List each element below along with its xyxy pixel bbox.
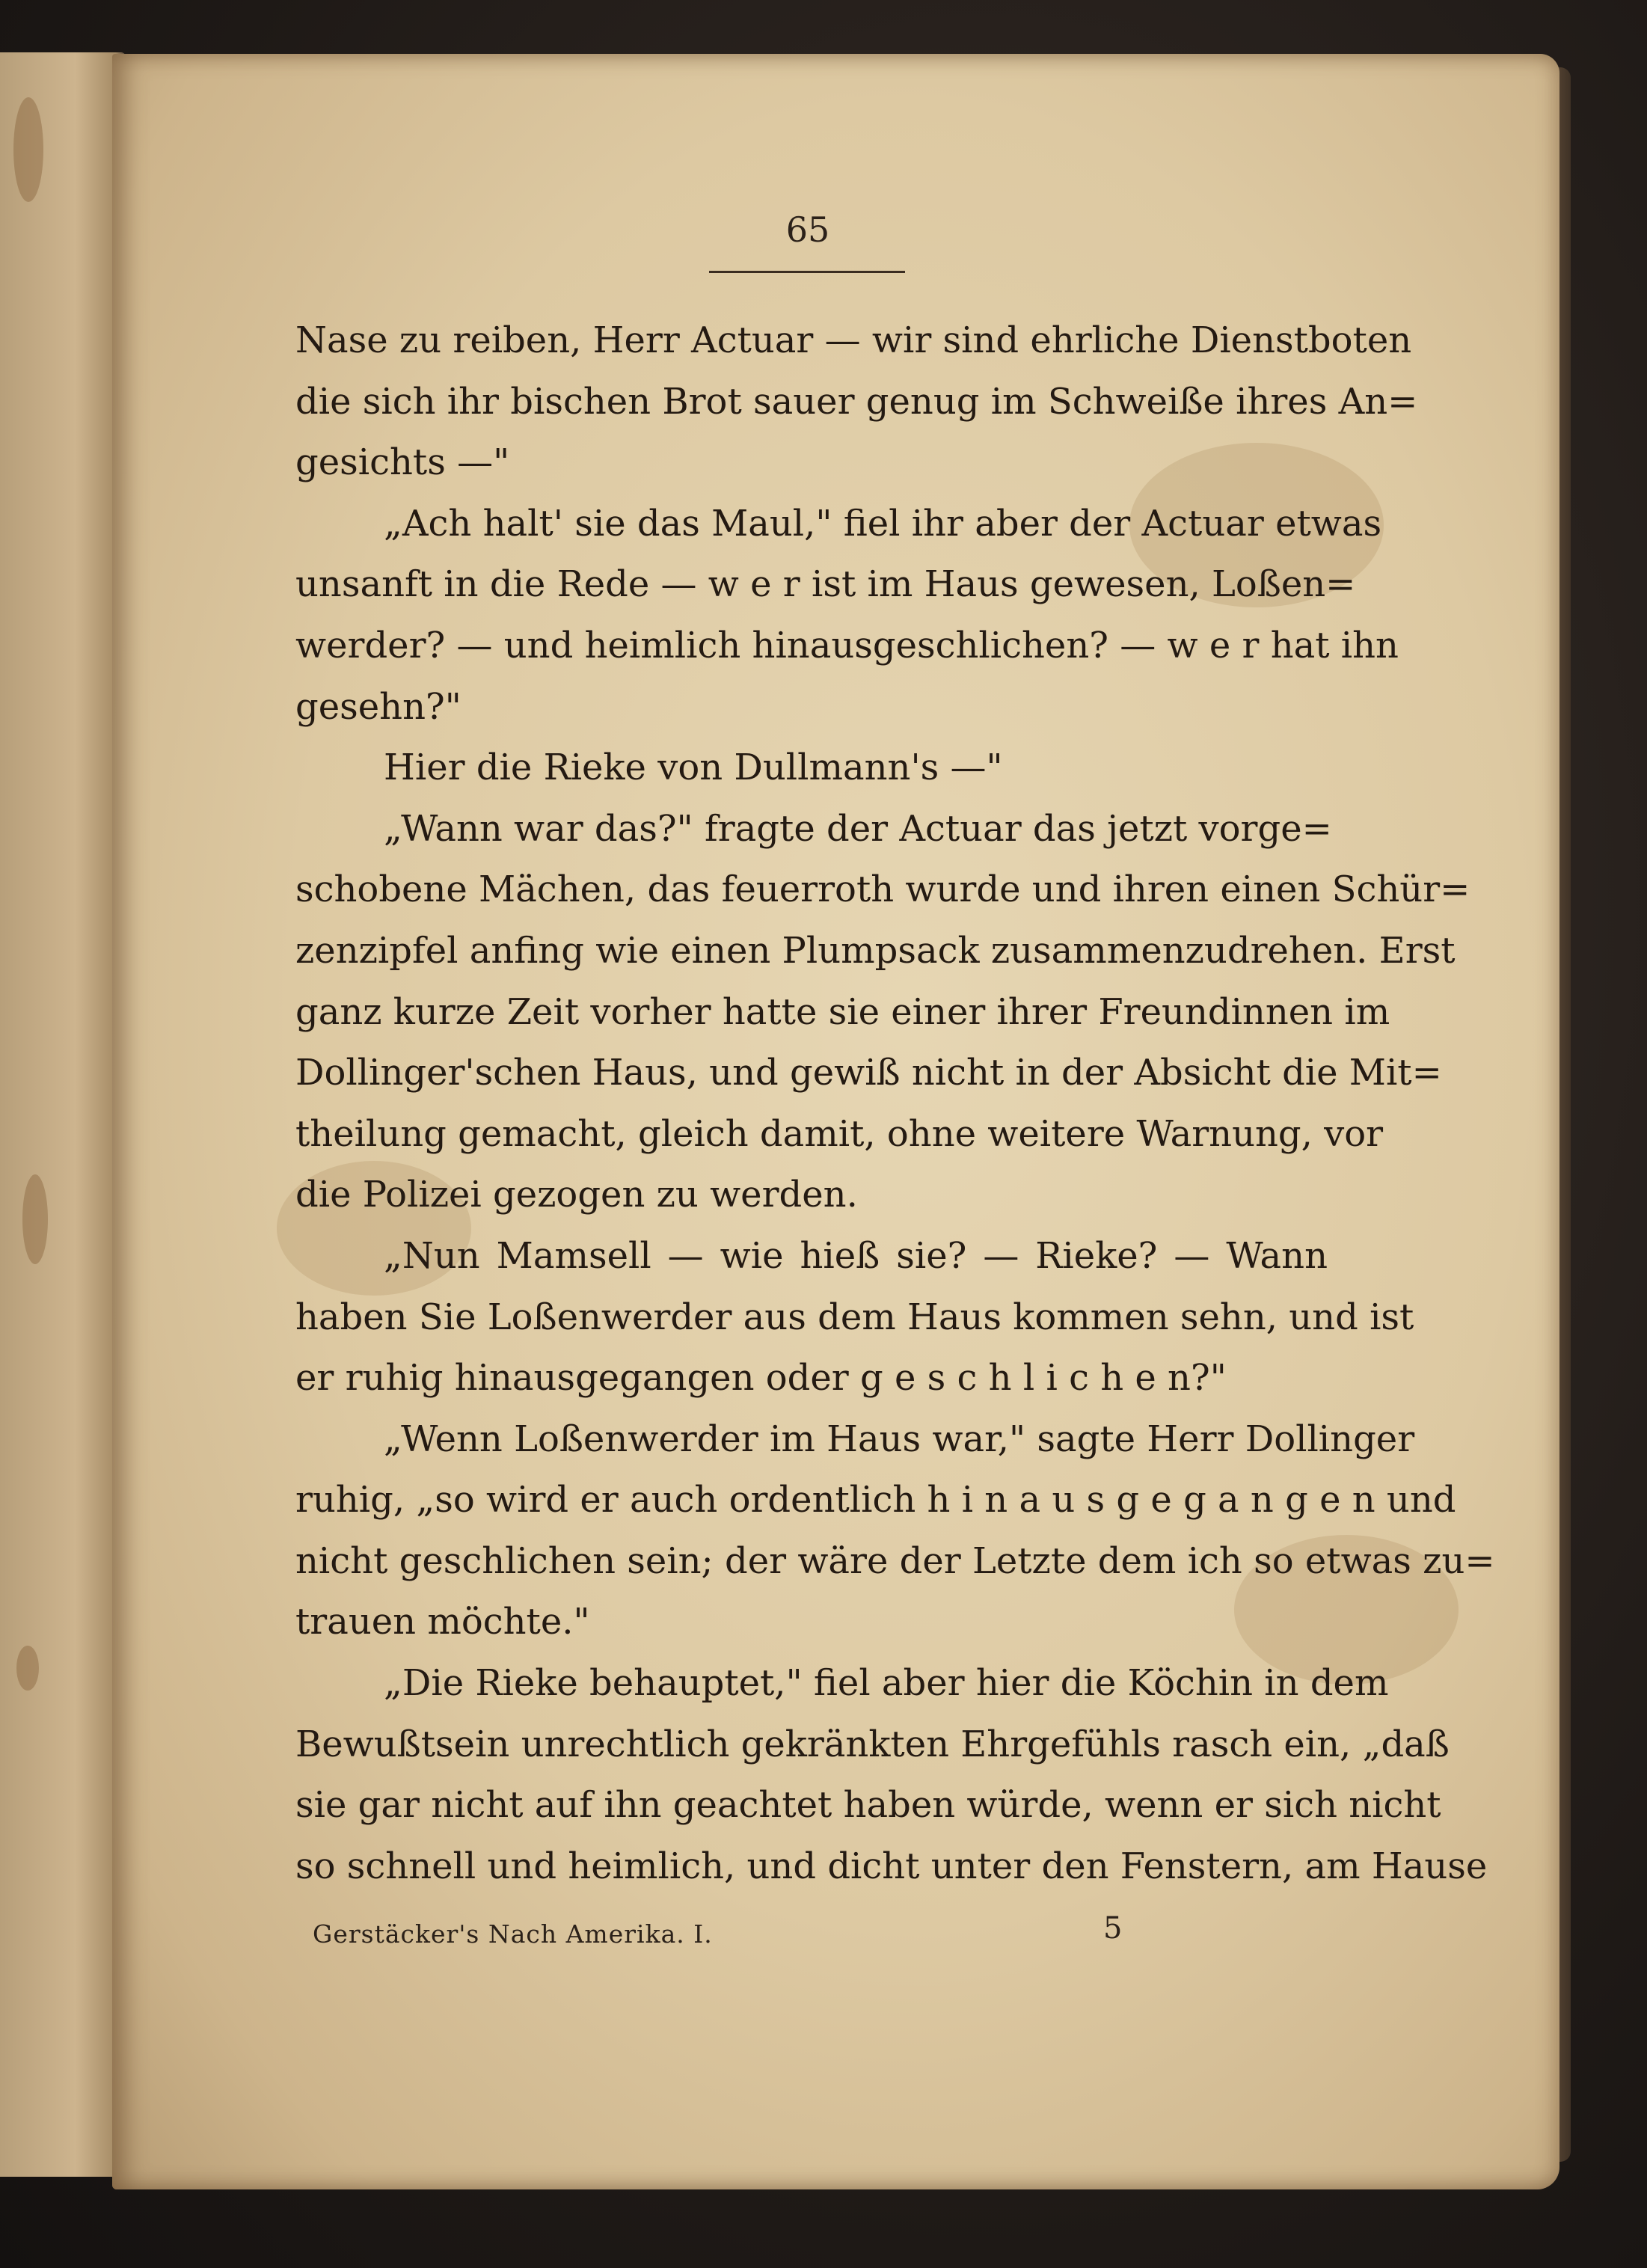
- text-line: die Polizei gezogen zu werden.: [295, 1174, 858, 1216]
- text-line: ruhig, „so wird er auch ordentlich h i n a u s g e g a n g e n und: [295, 1479, 1456, 1521]
- text-line: werder? — und heimlich hinausgeschlichen? — w e r hat ihn: [295, 624, 1399, 666]
- stain: [13, 97, 43, 202]
- text-line: trauen möchte.": [295, 1601, 590, 1643]
- text-line: „Ach halt' sie das Maul," fiel ihr aber der Actuar etwas: [384, 502, 1382, 545]
- header-rule: [709, 271, 905, 273]
- text-line: gesehn?": [295, 685, 461, 728]
- text-line: zenzipfel anfing wie einen Plumpsack zusammenzudrehen. Erst: [295, 929, 1456, 972]
- book-title-footer: Gerstäcker's Nach Amerika. I.: [313, 1919, 713, 1949]
- text-line: nicht geschlichen sein; der wäre der Letzte dem ich so etwas zu=: [295, 1539, 1495, 1582]
- text-line: Hier die Rieke von Dullmann's —": [384, 747, 1003, 789]
- text-line: er ruhig hinausgegangen oder g e s c h l i c h e n?": [295, 1357, 1227, 1400]
- text-line: sie gar nicht auf ihn geachtet haben würde, wenn er sich nicht: [295, 1784, 1441, 1827]
- text-line: die sich ihr bischen Brot sauer genug im Schweiße ihres An=: [295, 380, 1418, 423]
- body-text: [295, 310, 1495, 1897]
- text-line: schobene Mächen, das feuerroth wurde und ihren einen Schür=: [295, 868, 1470, 911]
- stain: [22, 1174, 48, 1264]
- text-line: „Wenn Loßenwerder im Haus war," sagte Herr Dollinger: [384, 1418, 1415, 1460]
- text-line: theilung gemacht, gleich damit, ohne weitere Warnung, vor: [295, 1112, 1384, 1155]
- facing-page-edge: [0, 52, 126, 2177]
- text-line: gesichts —": [295, 441, 510, 484]
- text-line: Nase zu reiben, Herr Actuar — wir sind ehrliche Dienstboten: [295, 319, 1412, 361]
- text-line: unsanft in die Rede — w e r ist im Haus gewesen, Loßen=: [295, 563, 1356, 606]
- text-line: „Nun Mamsell — wie hieß sie? — Rieke? — Wann: [384, 1234, 1328, 1277]
- signature-mark: 5: [1103, 1911, 1123, 1946]
- text-line: „Wann war das?" fragte der Actuar das jetzt vorge=: [384, 807, 1332, 850]
- text-line: Dollinger'schen Haus, und gewiß nicht in der Absicht die Mit=: [295, 1052, 1442, 1094]
- text-line: Bewußtsein unrechtlich gekränkten Ehrgefühls rasch ein, „daß: [295, 1723, 1450, 1765]
- stain: [16, 1646, 39, 1691]
- text-line: haben Sie Loßenwerder aus dem Haus kommen sehn, und ist: [295, 1296, 1414, 1338]
- page-number: 65: [785, 209, 830, 250]
- text-line: ganz kurze Zeit vorher hatte sie einer ihrer Freundinnen im: [295, 990, 1390, 1033]
- text-line: „Die Rieke behauptet," fiel aber hier die Köchin in dem: [384, 1662, 1389, 1705]
- text-line: so schnell und heimlich, und dicht unter den Fenstern, am Hause: [295, 1845, 1488, 1887]
